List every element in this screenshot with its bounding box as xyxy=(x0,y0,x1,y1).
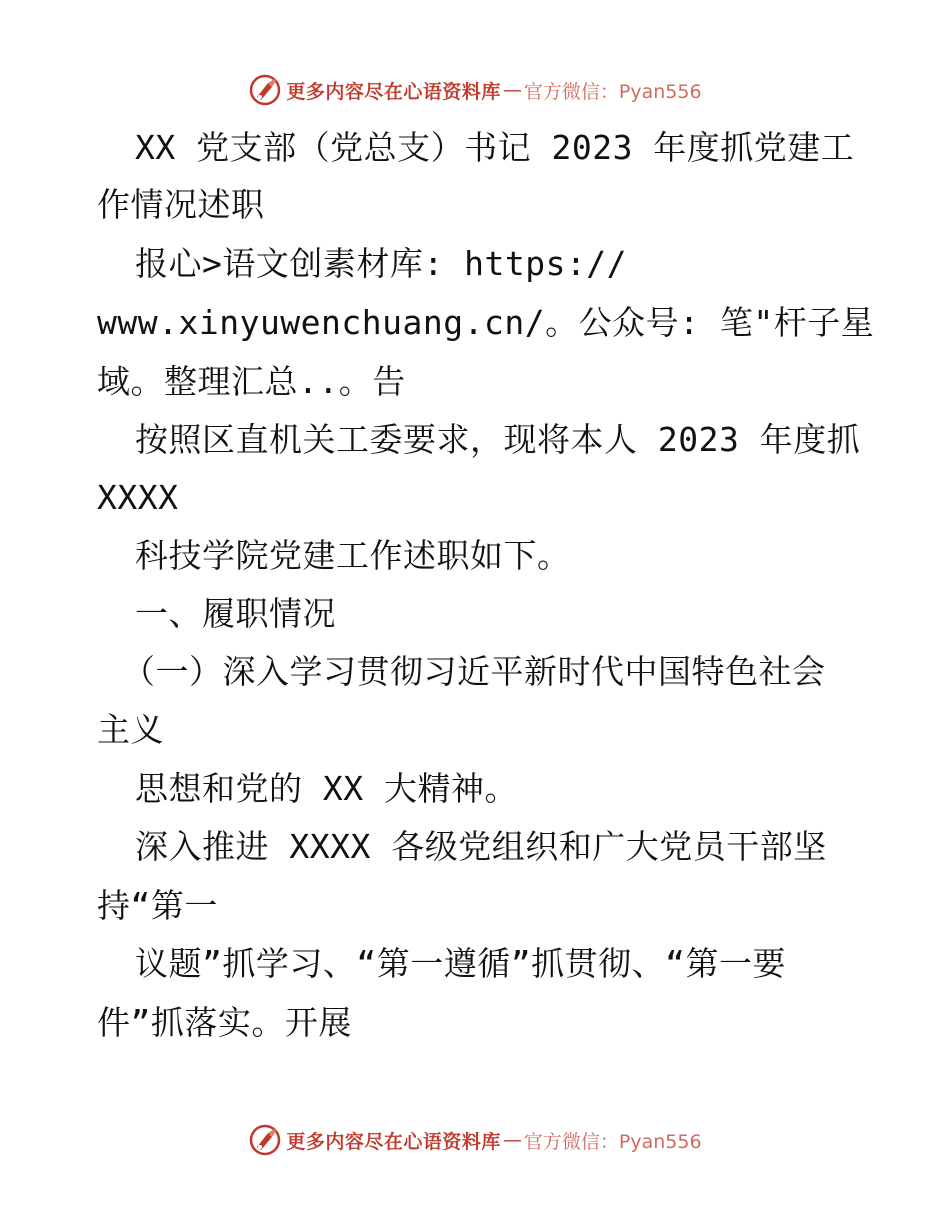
footer-banner xyxy=(0,1120,950,1160)
text-line: 域。整理汇总..。告 xyxy=(97,362,406,401)
text-line: 主义 xyxy=(97,710,164,749)
banner-text: 更多内容尽在心语资料库 xyxy=(286,80,501,103)
text-line: 按照区直机关工委要求，现将本人 2023 年度抓 xyxy=(135,420,861,459)
subsection-heading: （一）深入学习贯彻习近平新时代中国特色社会 xyxy=(122,652,826,691)
text-line: 持“第一 xyxy=(97,886,218,925)
text-line: 思想和党的 XX 大精神。 xyxy=(135,769,518,808)
banner-separator: — xyxy=(502,1129,522,1151)
banner-wechat: 官方微信：Pyan556 xyxy=(523,80,702,103)
text-line: 科技学院党建工作述职如下。 xyxy=(135,536,571,575)
banner-text: 更多内容尽在心语资料库 xyxy=(286,1130,501,1153)
text-line: XX 党支部（党总支）书记 2023 年度抓党建工 xyxy=(135,128,855,167)
section-heading: 一、履职情况 xyxy=(135,594,336,633)
banner-wechat: 官方微信：Pyan556 xyxy=(523,1130,702,1153)
pen-nib-logo-icon xyxy=(248,73,282,107)
banner-separator: — xyxy=(502,79,522,101)
text-line: 议题”抓学习、“第一遵循”抓贯彻、“第一要 xyxy=(135,944,786,983)
pen-nib-logo-icon xyxy=(248,1123,282,1157)
header-banner xyxy=(0,70,950,110)
text-line: 报心>语文创素材库: https:// xyxy=(135,244,628,283)
text-line: 件”抓落实。开展 xyxy=(97,1003,352,1042)
text-line: XXXX xyxy=(97,478,179,517)
text-line: 深入推进 XXXX 各级党组织和广大党员干部坚 xyxy=(135,827,827,866)
text-line: 作情况述职 xyxy=(97,185,265,224)
text-line: www.xinyuwenchuang.cn/。公众号: 笔"杆子星 xyxy=(97,303,875,342)
